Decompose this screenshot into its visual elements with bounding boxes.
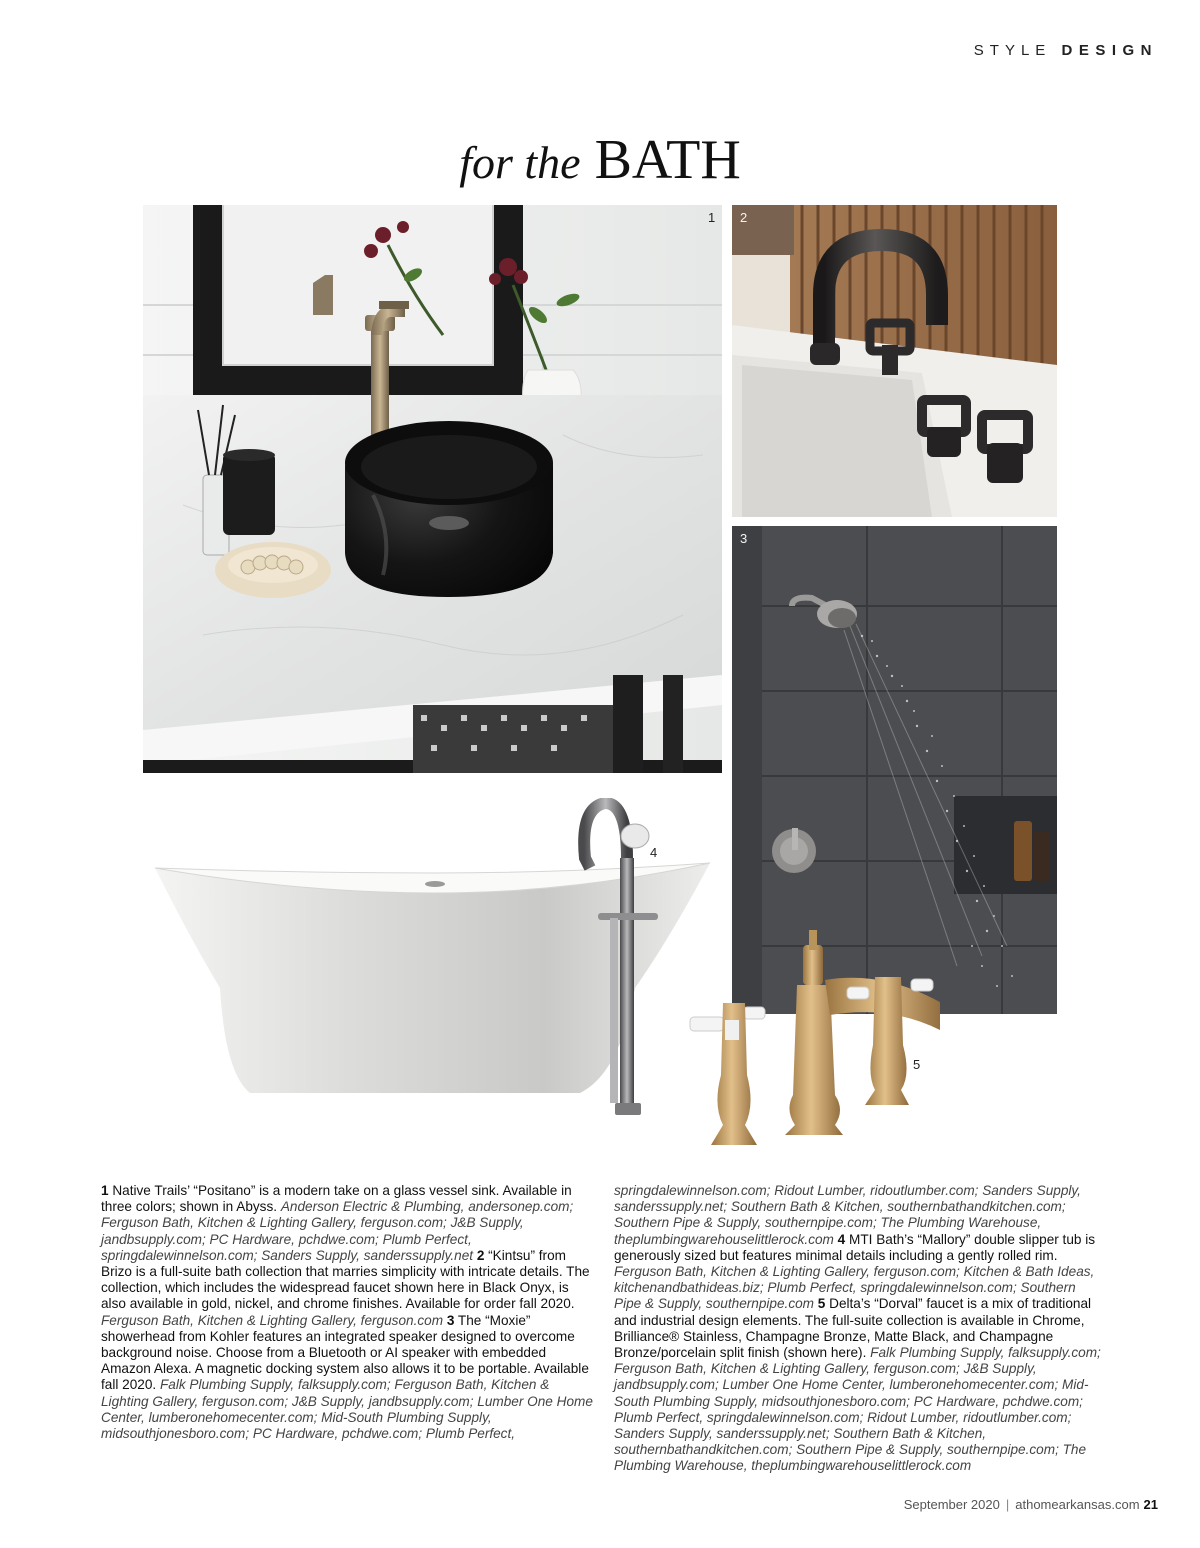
- section-label: [974, 42, 1158, 59]
- faucet-illustration: [732, 205, 1057, 517]
- credit-number: 2: [476, 1247, 485, 1263]
- credit-retailers: springdalewinnelson.com; Ridout Lumber, ridoutlumber.com; Sanders Supply, sanderssupply.net; Southern Bath & Kitchen, southernbathandkitchen.com; Southern Pipe & Supply, southernpipe.com; The Plumbing Warehouse, theplumbingwarehouselittlerock.com: [614, 1183, 1081, 1247]
- credit-retailers: Falk Plumbing Supply, falksupply.com; Ferguson Bath, Kitchen & Lighting Gallery, ferguson.com; J&B Supply, jandbsupply.com; Lumber One Home Center, lumberonehomecenter.com; Mid-South Plumbing Supply, midsouthjonesboro.com; PC Hardware, pchdwe.com; Plumb Perfect,: [101, 1377, 593, 1442]
- credit-description: Delta’s “Dorval” faucet is a mix of traditional and industrial design elements. The full-suite collection is available in Chrome, Brilliance® Stainless, Champagne Bronze, Matte Black, and Champagne Bronze/porcelain split finish (shown here).: [614, 1296, 1092, 1361]
- credit-description: The “Moxie” showerhead from Kohler features an integrated speaker designed to overcome background noise. Choose from a Bluetooth or AI speaker with embedded Amazon Alexa. A magnetic docking system also allows it to be portable. Available fall 2020.: [101, 1312, 589, 1393]
- photo-number-5: 5: [913, 1057, 921, 1072]
- photo-number-2: 2: [740, 210, 748, 225]
- credit-description: Native Trails’ “Positano” is a modern take on a glass vessel sink. Available in three colors; shown in Abyss.: [101, 1183, 572, 1215]
- photo-mallory-tub: [150, 798, 725, 1128]
- credit-description: “Kintsu” from Brizo is a full-suite bath collection that marries simplicity with intricate details. The collection, which includes the widespread faucet shown here in Black Onyx, is also available in gold, nickel, and chrome finishes. Available for order fall 2020.: [101, 1247, 590, 1312]
- section-label-bold: DESIGN: [1061, 42, 1158, 59]
- page-footer: [904, 1497, 1158, 1512]
- page-number: 21: [1143, 1497, 1158, 1512]
- page-title: [0, 129, 1200, 191]
- credit-number: 3: [446, 1312, 455, 1328]
- footer-separator: |: [1005, 1497, 1010, 1512]
- credits-column-1: [101, 1183, 593, 1442]
- photo-number-3: 3: [740, 531, 748, 546]
- credit-retailers: Falk Plumbing Supply, falksupply.com; Ferguson Bath, Kitchen & Lighting Gallery, ferguson.com; J&B Supply, jandbsupply.com; Lumber One Home Center, lumberonehomecenter.com; Mid-South Plumbing Supply, midsouthjonesboro.com; PC Hardware, pchdwe.com; Plumb Perfect, springdalewinnelson.com; Ridout Lumber, ridoutlumber.com; Sanders Supply, sanderssupply.net; Southern Bath & Kitchen, southernbathandkitchen.com; Southern Pipe & Supply, southernpipe.com; The Plumbing Warehouse, theplumbingwarehouselittlerock.com: [614, 1345, 1101, 1474]
- credit-description: MTI Bath’s “Mallory” double slipper tub is generously sized but features minimal details including a gently rolled rim.: [614, 1231, 1096, 1263]
- photo-number-1: 1: [708, 210, 716, 225]
- photo-kintsu-faucet: [732, 205, 1057, 517]
- page-title-italic: for the: [459, 137, 581, 188]
- credit-retailers: Ferguson Bath, Kitchen & Lighting Gallery, ferguson.com; Kitchen & Bath Ideas, kitchenandbathideas.biz; Plumb Perfect, springdalewinnelson.com; Southern Pipe & Supply, southernpipe.com: [614, 1264, 1095, 1312]
- credits-column-2: [614, 1183, 1106, 1475]
- photo-number-4: 4: [650, 845, 658, 860]
- photo-vessel-sink: [143, 205, 722, 773]
- vanity-illustration: [143, 205, 722, 773]
- page-title-main: BATH: [594, 129, 741, 191]
- photo-dorval-faucet: [685, 925, 940, 1153]
- credit-retailers: Ferguson Bath, Kitchen & Lighting Gallery, ferguson.com: [101, 1312, 444, 1328]
- credit-number: 1: [101, 1183, 109, 1198]
- credit-retailers: Anderson Electric & Plumbing, andersonep.com; Ferguson Bath, Kitchen & Lighting Gallery, ferguson.com; J&B Supply, jandbsupply.com; PC Hardware, pchdwe.com; Plumb Perfect, springdalewinnelson.com; Sanders Supply, sanderssupply.net: [101, 1199, 574, 1263]
- credit-number: 5: [817, 1296, 826, 1312]
- credit-number: 4: [837, 1231, 846, 1247]
- footer-site: athomearkansas.com: [1015, 1497, 1140, 1512]
- footer-date: September 2020: [903, 1497, 1000, 1512]
- section-label-light: STYLE: [973, 42, 1052, 59]
